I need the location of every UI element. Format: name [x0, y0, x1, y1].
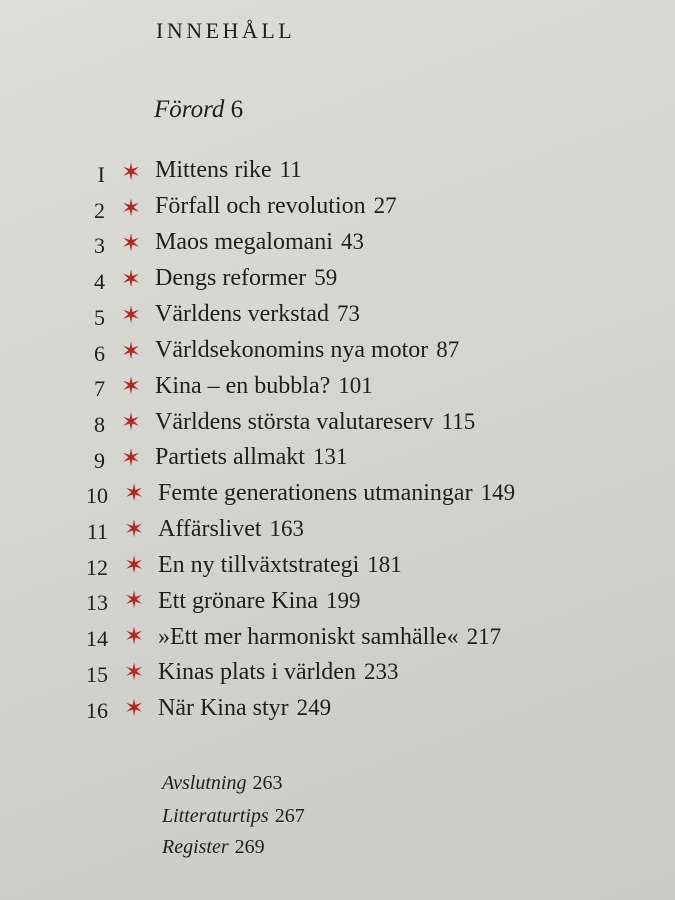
- chapter-number: 10: [86, 483, 108, 509]
- chapter-title: [155, 409, 475, 436]
- chapter-entry: [0, 692, 675, 726]
- chapter-title-text: Partiets allmakt: [155, 444, 305, 471]
- chapter-number: 14: [86, 626, 108, 652]
- chapter-title-text: En ny tillväxtstrategi: [158, 551, 360, 578]
- chapter-entry: [0, 584, 675, 618]
- chapter-title: [155, 157, 302, 184]
- asterisk-icon: ✶: [124, 624, 145, 651]
- chapter-title: [158, 516, 304, 543]
- back-matter-label: Avslutning: [162, 772, 247, 794]
- chapter-entry: [0, 656, 675, 690]
- asterisk-icon: ✶: [121, 231, 142, 258]
- chapter-page: 233: [363, 659, 399, 685]
- chapter-entry: [0, 263, 675, 297]
- chapter-title-text: Förfall och revolution: [155, 192, 366, 219]
- back-matter-page: 263: [252, 772, 283, 794]
- chapter-title-text: När Kina styr: [158, 695, 289, 722]
- chapter-number: 6: [94, 340, 105, 366]
- back-matter-page: 269: [234, 836, 265, 858]
- chapter-number: 11: [86, 519, 108, 544]
- chapter-title: [155, 193, 397, 220]
- chapter-number: 15: [86, 661, 108, 687]
- chapter-page: 87: [436, 337, 460, 362]
- asterisk-icon: ✶: [121, 195, 142, 222]
- foreword-label: Förord: [154, 96, 225, 123]
- chapter-number: 2: [94, 197, 105, 223]
- chapter-title: [158, 659, 398, 686]
- chapter-page: 163: [269, 516, 305, 542]
- chapter-entry: [0, 406, 675, 440]
- chapter-number: 7: [94, 376, 105, 402]
- chapter-title: [155, 301, 360, 328]
- chapter-title: [158, 624, 501, 651]
- asterisk-icon: ✶: [121, 445, 142, 472]
- chapter-number: 16: [86, 697, 108, 723]
- asterisk-icon: ✶: [121, 160, 142, 186]
- chapter-page: 181: [367, 551, 402, 577]
- chapter-number: 5: [94, 304, 105, 330]
- chapter-entry: [0, 192, 675, 226]
- chapter-page: 249: [296, 695, 332, 721]
- chapter-number: I: [97, 162, 105, 187]
- foreword-page: 6: [230, 96, 244, 123]
- chapter-title: [155, 337, 459, 364]
- asterisk-icon: ✶: [121, 409, 142, 436]
- chapter-number: 4: [94, 269, 105, 295]
- chapter-entry: [0, 335, 675, 369]
- chapter-number: 13: [86, 590, 108, 616]
- chapter-title: [158, 480, 515, 507]
- chapter-entry: [0, 156, 675, 190]
- chapter-page: 131: [312, 444, 348, 470]
- back-matter-entry: [162, 772, 282, 795]
- chapter-page: 27: [373, 192, 397, 218]
- chapter-entry: [0, 299, 675, 333]
- chapter-page: 199: [325, 587, 361, 613]
- asterisk-icon: ✶: [121, 374, 142, 401]
- back-matter-entry: [162, 836, 265, 859]
- chapter-title: [155, 373, 373, 400]
- chapter-page: 149: [480, 480, 516, 506]
- asterisk-icon: ✶: [124, 481, 145, 508]
- chapter-title-text: Ett grönare Kina: [158, 587, 318, 614]
- page-title: INNEHÅLL: [156, 18, 296, 43]
- chapter-title-text: Dengs reformer: [155, 264, 307, 291]
- chapter-title-text: Kina – en bubbla?: [155, 372, 331, 399]
- chapter-entry: [0, 227, 675, 261]
- asterisk-icon: ✶: [121, 267, 142, 294]
- chapter-entry: [0, 620, 675, 654]
- back-matter-entry: [162, 805, 305, 828]
- chapter-entry: [0, 549, 675, 583]
- asterisk-icon: ✶: [124, 695, 145, 722]
- chapter-title: [155, 444, 347, 471]
- chapter-title: [155, 229, 364, 256]
- chapter-entry: [0, 513, 675, 547]
- chapter-page: 59: [314, 264, 338, 290]
- asterisk-icon: ✶: [124, 517, 145, 543]
- chapter-page: 11: [279, 157, 302, 182]
- chapter-title-text: Maos megalomani: [155, 228, 333, 255]
- chapter-page: 115: [441, 408, 476, 434]
- chapter-title: [158, 588, 360, 615]
- chapter-number: 8: [94, 411, 105, 437]
- back-matter-page: 267: [274, 805, 305, 827]
- chapter-title: [155, 265, 337, 292]
- back-matter-label: Register: [162, 836, 229, 858]
- chapter-title-text: Världsekonomins nya motor: [155, 337, 429, 363]
- chapter-number: 3: [94, 233, 105, 259]
- chapter-title-text: Affärslivet: [158, 516, 262, 543]
- chapter-page: 217: [466, 623, 502, 649]
- chapter-title-text: Femte generationens utmaningar: [158, 480, 473, 507]
- chapter-entry: [0, 477, 675, 511]
- chapter-title: [158, 695, 331, 722]
- chapter-page: 73: [336, 300, 360, 326]
- chapter-entry: [0, 370, 675, 404]
- chapter-title-text: Världens största valutareserv: [155, 408, 434, 435]
- chapter-page: 101: [338, 372, 373, 398]
- asterisk-icon: ✶: [121, 338, 142, 365]
- back-matter-label: Litteraturtips: [162, 805, 269, 827]
- chapter-number: 12: [86, 554, 108, 580]
- asterisk-icon: ✶: [124, 659, 145, 686]
- asterisk-icon: ✶: [124, 588, 145, 615]
- chapter-entry: [0, 442, 675, 476]
- foreword-entry: [154, 96, 243, 124]
- chapter-title: [158, 552, 402, 579]
- asterisk-icon: ✶: [121, 302, 142, 329]
- chapter-title-text: Världens verkstad: [155, 300, 329, 327]
- chapter-title-text: Mittens rike: [155, 157, 272, 183]
- chapter-number: 9: [94, 447, 105, 473]
- asterisk-icon: ✶: [124, 552, 145, 579]
- chapter-title-text: Kinas plats i världen: [158, 659, 356, 686]
- chapter-title-text: »Ett mer harmoniskt samhälle«: [158, 623, 459, 650]
- chapter-page: 43: [340, 228, 364, 254]
